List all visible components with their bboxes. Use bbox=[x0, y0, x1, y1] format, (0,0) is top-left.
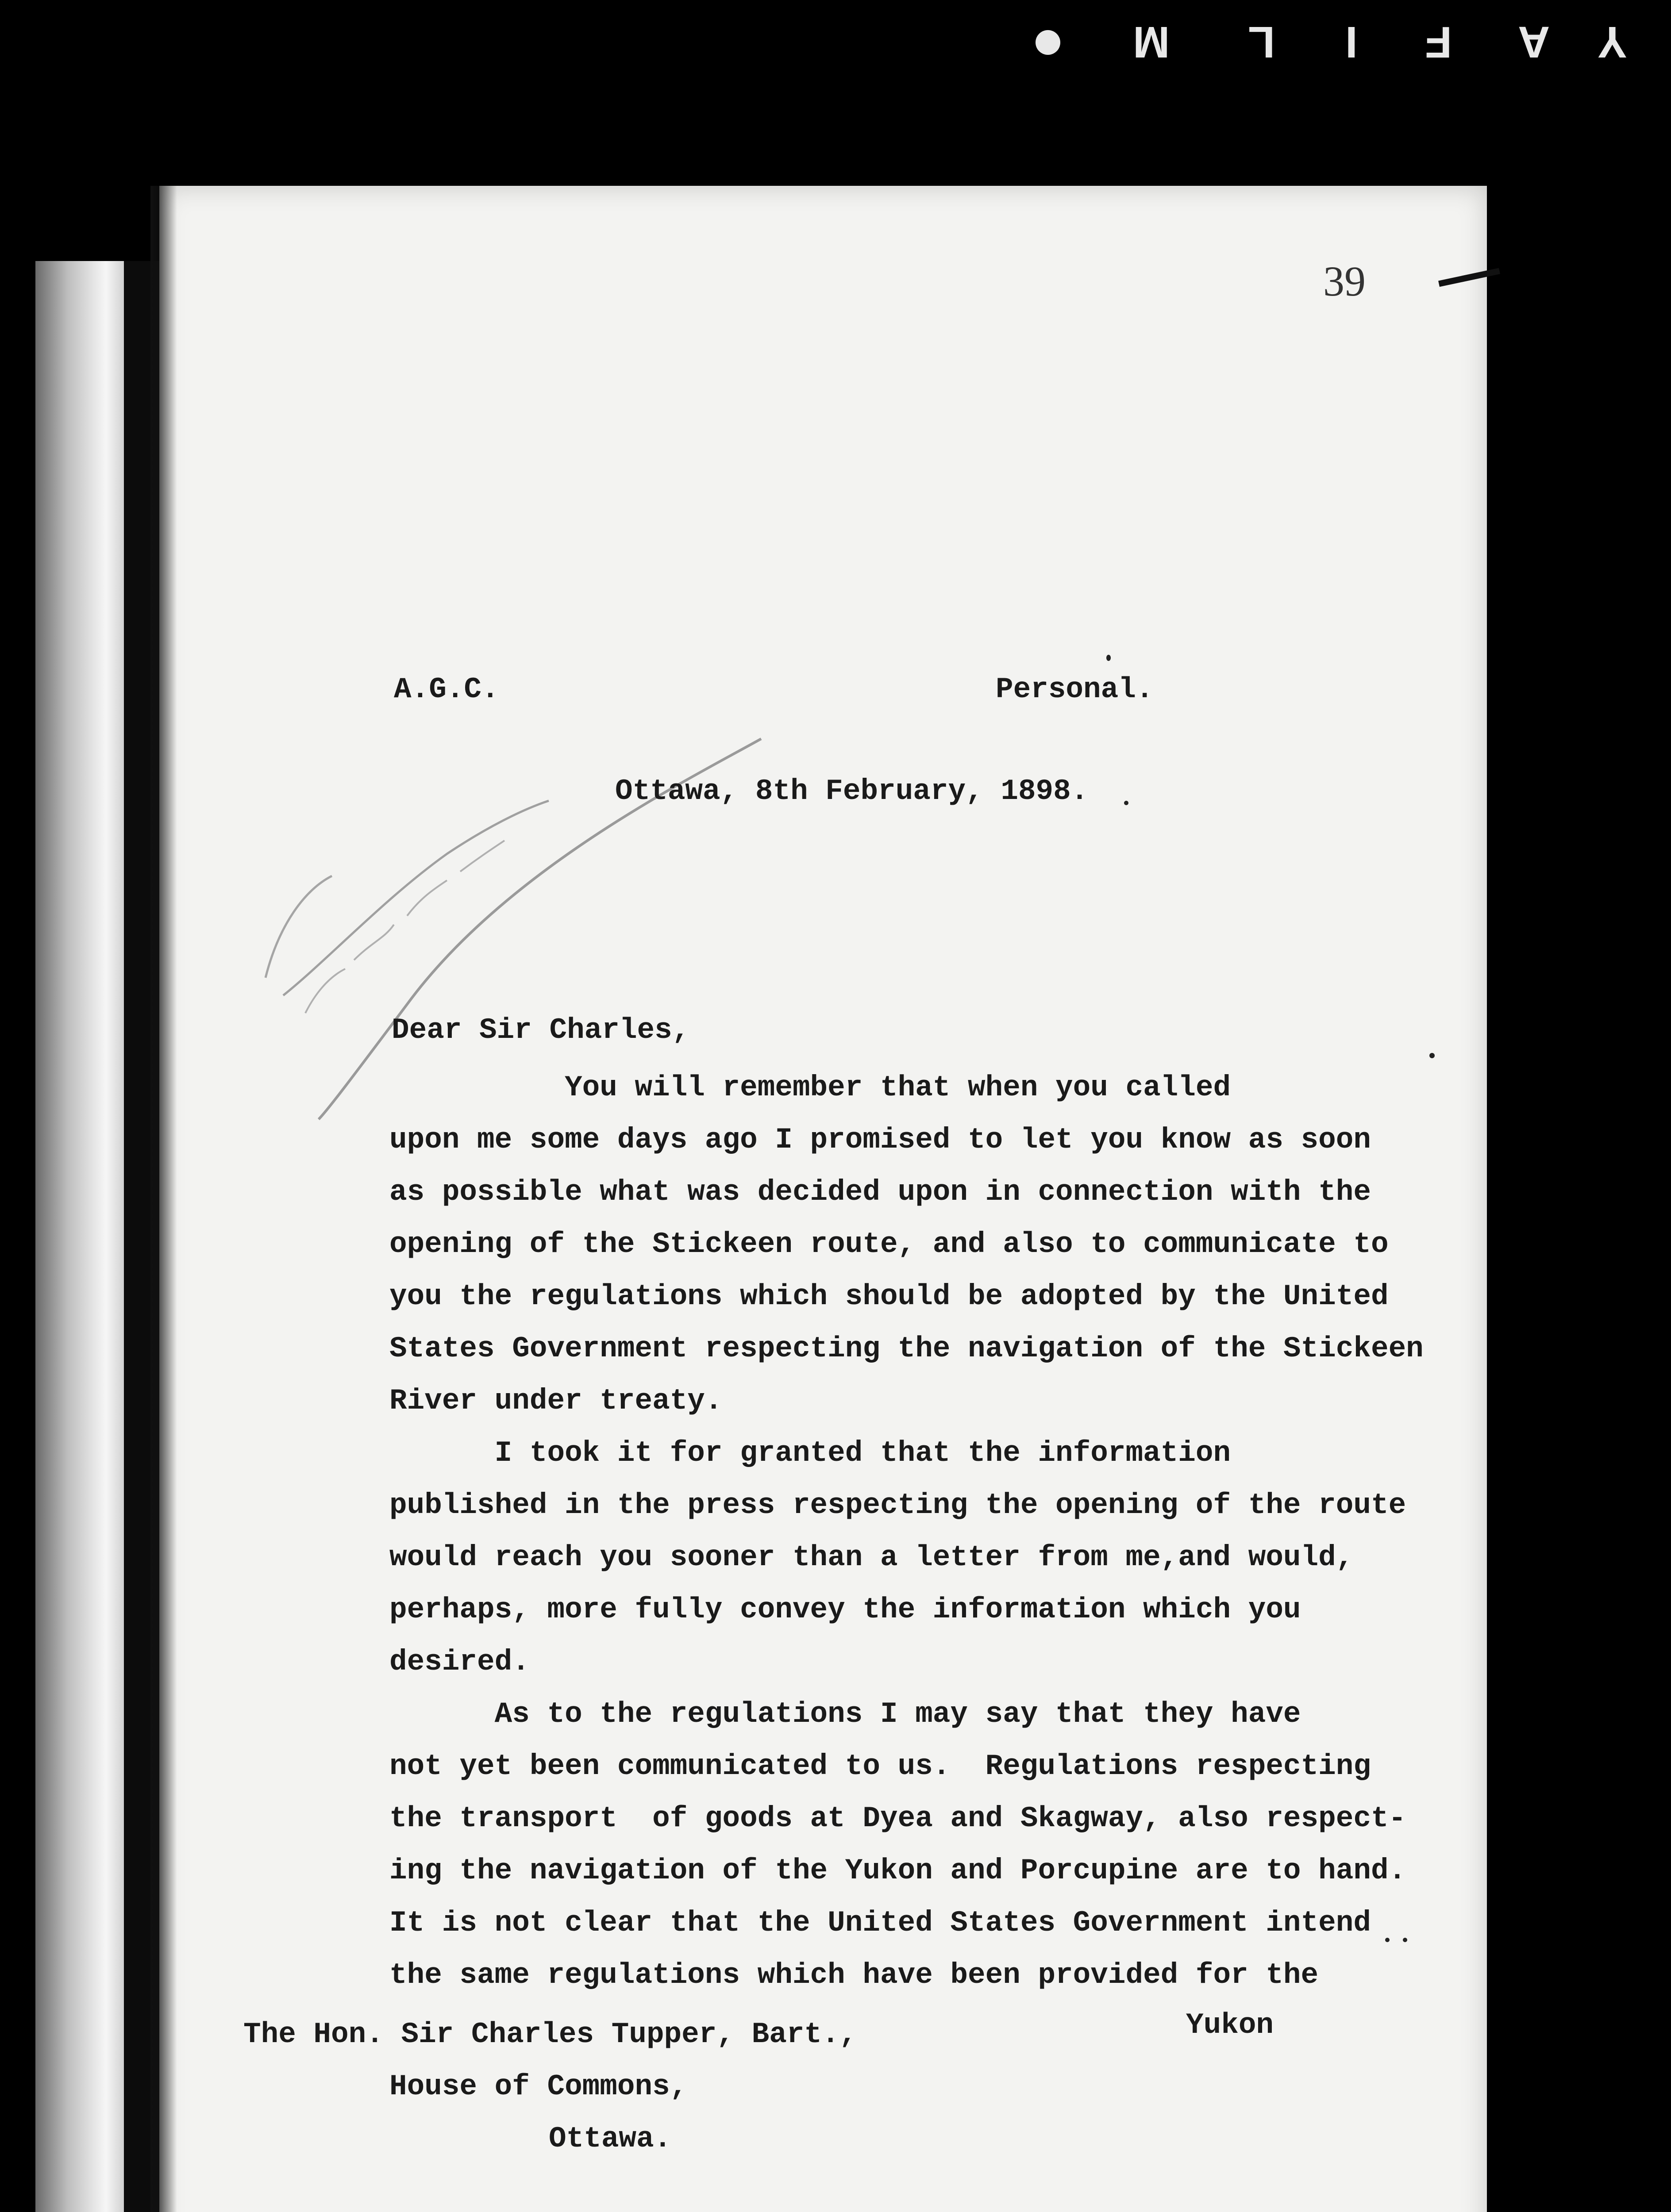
body-line: published in the press respecting the opening of the route bbox=[389, 1489, 1406, 1522]
dust-speck bbox=[1403, 1938, 1407, 1942]
salutation: Dear Sir Charles, bbox=[392, 1014, 690, 1047]
body-line: desired. bbox=[389, 1645, 530, 1678]
dust-speck bbox=[1385, 1938, 1390, 1942]
body-line: River under treaty. bbox=[389, 1384, 723, 1417]
body-line: as possible what was decided upon in connection with the bbox=[389, 1175, 1371, 1209]
dust-speck bbox=[1429, 1053, 1435, 1058]
page-number: 39 bbox=[1323, 257, 1366, 305]
body-line: perhaps, more fully convey the information which you bbox=[389, 1593, 1301, 1626]
body-line: upon me some days ago I promised to let you know as soon bbox=[389, 1123, 1371, 1156]
page-edge-shadow bbox=[150, 186, 177, 2212]
body-line: I took it for granted that the information bbox=[389, 1436, 1231, 1470]
film-edge-dot bbox=[1036, 30, 1060, 55]
addressee-block bbox=[243, 2008, 857, 2165]
body-line: You will remember that when you called bbox=[389, 1071, 1231, 1104]
body-line: the transport of goods at Dyea and Skagway, also respect- bbox=[389, 1802, 1406, 1835]
continuation-word: Yukon bbox=[1186, 2008, 1274, 2042]
body-line: ing the navigation of the Yukon and Porcupine are to hand. bbox=[389, 1854, 1406, 1887]
film-edge-letter: Y bbox=[1598, 17, 1627, 67]
film-edge-letter: L bbox=[1248, 17, 1275, 67]
body-line: you the regulations which should be adopted by the United bbox=[389, 1280, 1389, 1313]
film-edge-letter: M bbox=[1133, 17, 1170, 67]
body-line: not yet been communicated to us. Regulations respecting bbox=[389, 1750, 1371, 1783]
addressee-line: Ottawa. bbox=[549, 2122, 672, 2155]
personal-marking: Personal. bbox=[996, 673, 1154, 706]
addressee-line: House of Commons, bbox=[389, 2070, 688, 2103]
film-edge-letter: A bbox=[1518, 17, 1550, 67]
dateline: Ottawa, 8th February, 1898. bbox=[615, 775, 1089, 808]
sender-initials: A.G.C. bbox=[394, 673, 499, 706]
film-edge-letter: F bbox=[1425, 17, 1452, 67]
addressee-name: The Hon. Sir Charles Tupper, Bart., bbox=[243, 2018, 857, 2051]
dust-speck bbox=[1124, 801, 1128, 805]
body-line: States Government respecting the navigation of the Stickeen bbox=[389, 1332, 1424, 1365]
film-edge-marking bbox=[1018, 18, 1659, 66]
body-line: opening of the Stickeen route, and also to communicate to bbox=[389, 1228, 1389, 1261]
body-line: It is not clear that the United States Government intend bbox=[389, 1906, 1371, 1939]
body-line: the same regulations which have been provided for the bbox=[389, 1959, 1319, 1992]
body-line: would reach you sooner than a letter from me,and would, bbox=[389, 1541, 1354, 1574]
binding-strip bbox=[35, 261, 164, 2212]
letter-body bbox=[389, 1062, 1424, 2001]
film-edge-letter: I bbox=[1345, 17, 1358, 67]
dust-speck bbox=[1106, 655, 1111, 661]
body-line: As to the regulations I may say that they have bbox=[389, 1697, 1301, 1731]
